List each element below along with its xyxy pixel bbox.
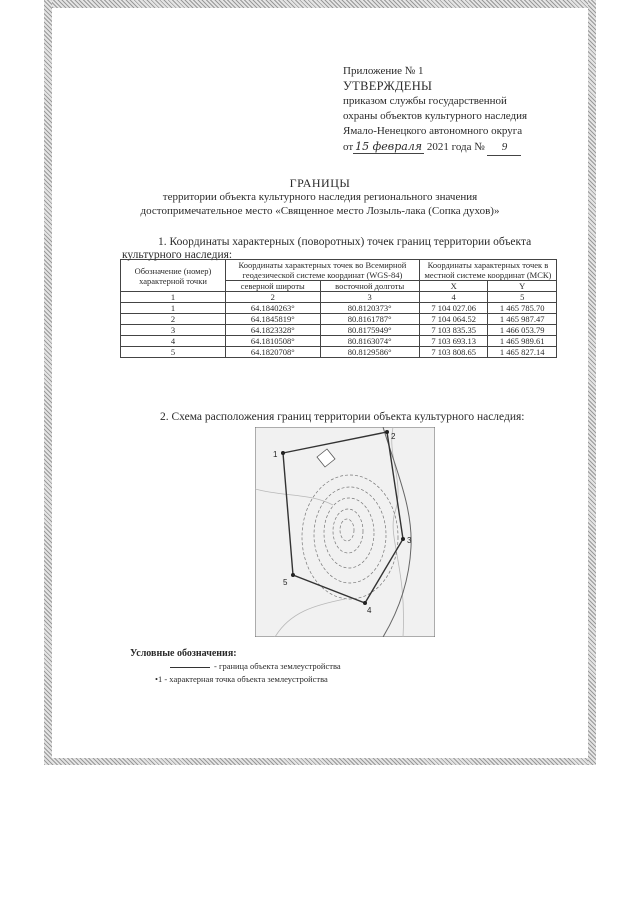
map-point-label: 4 (367, 606, 372, 615)
legend-line-symbol (170, 667, 210, 668)
subheader-y: Y (488, 281, 557, 292)
header-msk: Координаты характерных точек в местной системе координат (МСК) (419, 260, 556, 281)
cell-point: 4 (121, 336, 226, 347)
appendix-label: Приложение № 1 (343, 65, 424, 77)
cell-point: 5 (121, 347, 226, 358)
cell-north: 64.1810508° (226, 336, 321, 347)
handwritten-date: 15 февраля (355, 140, 423, 153)
cell-y: 1 465 987.47 (488, 314, 557, 325)
cell-y: 1 465 785.70 (488, 303, 557, 314)
cell-east: 80.8161787° (320, 314, 419, 325)
section-2-heading: 2. Схема расположения границ территории объекта культурного наследия: (160, 411, 525, 423)
cell-east: 80.8163074° (320, 336, 419, 347)
header-designation: Обозначение (номер) характерной точки (121, 260, 226, 292)
map-point-marker (363, 601, 367, 605)
scan-frame-left (44, 0, 52, 765)
header-wgs: Координаты характерных точек во Всемирной геодезической системе координат (WGS-84) (226, 260, 420, 281)
date-prefix: от (343, 141, 354, 153)
cell-east: 80.8129586° (320, 347, 419, 358)
cell-north: 64.1823328° (226, 325, 321, 336)
scan-frame-bottom (44, 758, 596, 765)
map-point-marker (385, 430, 389, 434)
cell-y: 1 465 989.61 (488, 336, 557, 347)
map-point-marker (401, 537, 405, 541)
approval-line-3: Ямало-Ненецкого автономного округа (343, 125, 523, 137)
approval-line-1: приказом службы государственной (343, 95, 507, 107)
cell-point: 3 (121, 325, 226, 336)
cell-x: 7 104 027.06 (419, 303, 488, 314)
map-point-label: 2 (391, 432, 396, 441)
section-1-heading: 1. Координаты характерных (поворотных) точек границ территории объекта (158, 236, 532, 248)
subheader-x: X (419, 281, 488, 292)
table-row (121, 336, 557, 347)
subheader-east: восточной долготы (320, 281, 419, 292)
cell-north: 64.1820708° (226, 347, 321, 358)
cell-x: 7 103 693.13 (419, 336, 488, 347)
coordinates-table (120, 259, 557, 358)
approval-line-2: охраны объектов культурного наследия (343, 110, 528, 122)
cell-x: 7 104 064.52 (419, 314, 488, 325)
cell-x: 7 103 835.35 (419, 325, 488, 336)
column-number: 3 (320, 292, 419, 303)
cell-y: 1 466 053.79 (488, 325, 557, 336)
column-number: 2 (226, 292, 321, 303)
legend-boundary (170, 661, 341, 671)
column-number: 1 (121, 292, 226, 303)
cell-point: 1 (121, 303, 226, 314)
document-subtitle-line-2: достопримечательное место «Священное место Лозыль-лака (Сопка духов)» (140, 205, 500, 217)
legend-boundary-text: - граница объекта землеустройства (214, 661, 341, 671)
approval-date-line (343, 139, 527, 156)
document-subtitle-line-1: территории объекта культурного наследия регионального значения (162, 191, 478, 203)
subheader-north: северной широты (226, 281, 321, 292)
map-point-label: 5 (283, 578, 288, 587)
document-title: ГРАНИЦЫ (289, 176, 351, 190)
approved-heading: УТВЕРЖДЕНЫ (343, 79, 433, 93)
table-row (121, 325, 557, 336)
cell-point: 2 (121, 314, 226, 325)
map-point-marker (281, 451, 285, 455)
map-frame (255, 427, 435, 637)
legend-title: Условные обозначения: (130, 648, 237, 659)
cell-north: 64.1840263° (226, 303, 321, 314)
column-number: 5 (488, 292, 557, 303)
approval-block (343, 64, 527, 156)
map-point-label: 3 (407, 536, 412, 545)
table-row (121, 347, 557, 358)
cell-north: 64.1845819° (226, 314, 321, 325)
cell-y: 1 465 827.14 (488, 347, 557, 358)
cell-east: 80.8120373° (320, 303, 419, 314)
legend-point: •1 - характерная точка объекта землеустройства (155, 674, 328, 684)
table-row (121, 303, 557, 314)
boundary-map (255, 427, 435, 637)
cell-east: 80.8175949° (320, 325, 419, 336)
scan-frame-top (44, 0, 596, 8)
column-number-row (121, 292, 557, 303)
cell-x: 7 103 808.65 (419, 347, 488, 358)
map-point-marker (291, 573, 295, 577)
table-row (121, 314, 557, 325)
column-number: 4 (419, 292, 488, 303)
handwritten-number: 9 (487, 140, 521, 156)
date-suffix: 2021 года № (426, 141, 485, 153)
section-1-heading-cont: культурного наследия: (122, 249, 233, 261)
scan-frame-right (588, 0, 596, 765)
map-point-label: 1 (273, 450, 278, 459)
